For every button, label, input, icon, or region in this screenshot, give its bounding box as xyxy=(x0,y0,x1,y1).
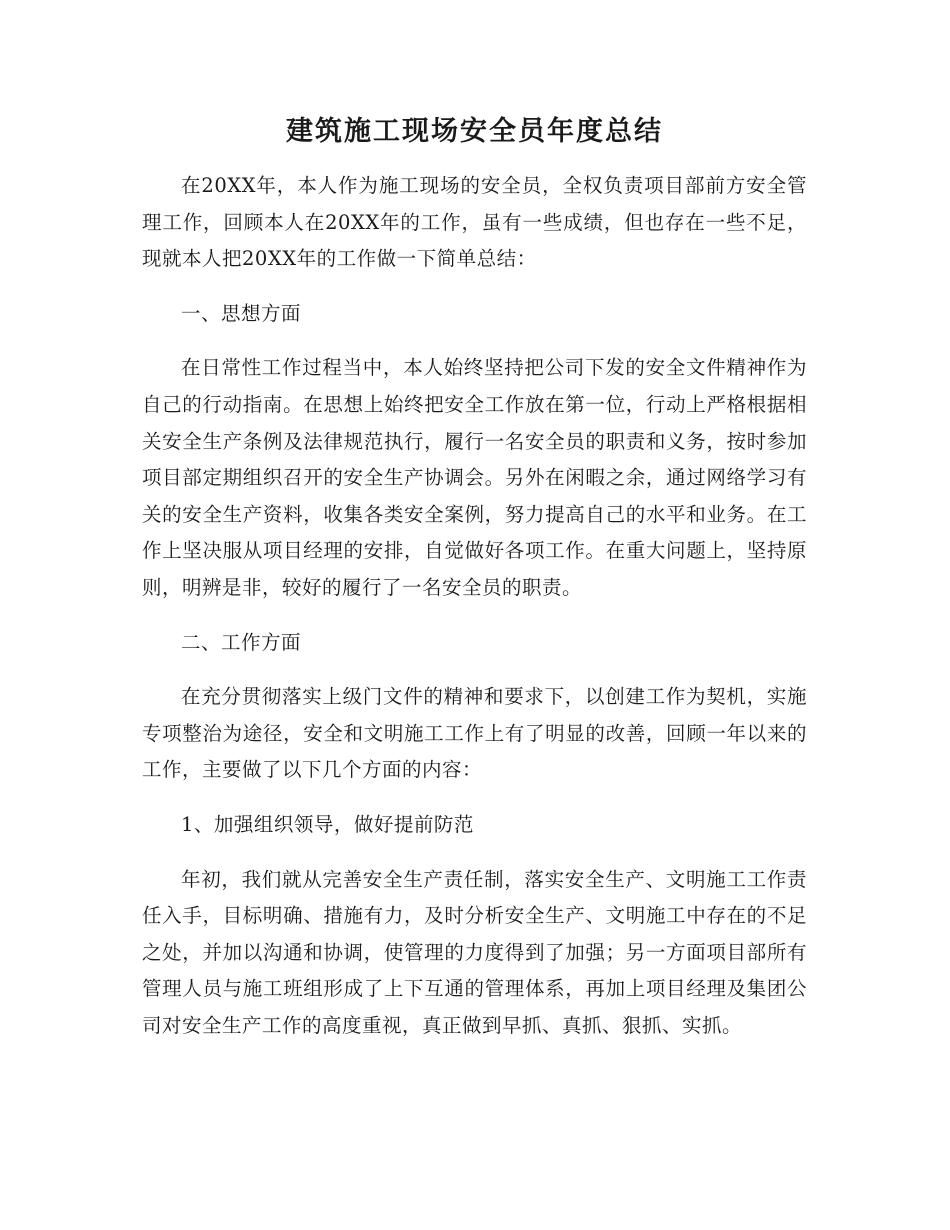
document-title: 建筑施工现场安全员年度总结 xyxy=(286,116,663,147)
subsection-heading-organization: 1、加强组织领导，做好提前防范 xyxy=(181,812,474,836)
section-heading-thought: 一、思想方面 xyxy=(181,301,302,325)
section-body-work: 在充分贯彻落实上级门文件的精神和要求下，以创建工作为契机，实施专项整治为途径，安全和文明施工工作上有了明显的改善，回顾一年以来的工作，主要做了以下几个方面的内容： xyxy=(142,685,807,782)
subsection-body-organization: 年初，我们就从完善安全生产责任制，落实安全生产、文明施工工作责任入手，目标明确、措施有力，及时分析安全生产、文明施工中存在的不足之处，并加以沟通和协调，使管理的力度得到了加强；另一方面项目部所有管理人员与施工班组形成了上下互通的管理体系，再加上项目经理及集团公司对安全生产工作的高度重视，真正做到早抓、真抓、狠抓、实抓。 xyxy=(142,867,807,1037)
section-heading-work: 二、工作方面 xyxy=(181,630,302,654)
section-body-thought: 在日常性工作过程当中，本人始终坚持把公司下发的安全文件精神作为自己的行动指南。在思想上始终把安全工作放在第一位，行动上严格根据相关安全生产条例及法律规范执行，履行一名安全员的职责和义务，按时参加项目部定期组织召开的安全生产协调会。另外在闲暇之余，通过网络学习有关的安全生产资料，收集各类安全案例，努力提高自己的水平和业务。在工作上坚决服从项目经理的安排，自觉做好各项工作。在重大问题上，坚持原则，明辨是非，较好的履行了一名安全员的职责。 xyxy=(142,356,807,599)
document-page xyxy=(142,108,807,1062)
intro-paragraph: 在20XX年，本人作为施工现场的安全员，全权负责项目部前方安全管理工作，回顾本人在20XX年的工作，虽有一些成绩，但也存在一些不足，现就本人把20XX年的工作做一下简单总结： xyxy=(142,174,807,271)
